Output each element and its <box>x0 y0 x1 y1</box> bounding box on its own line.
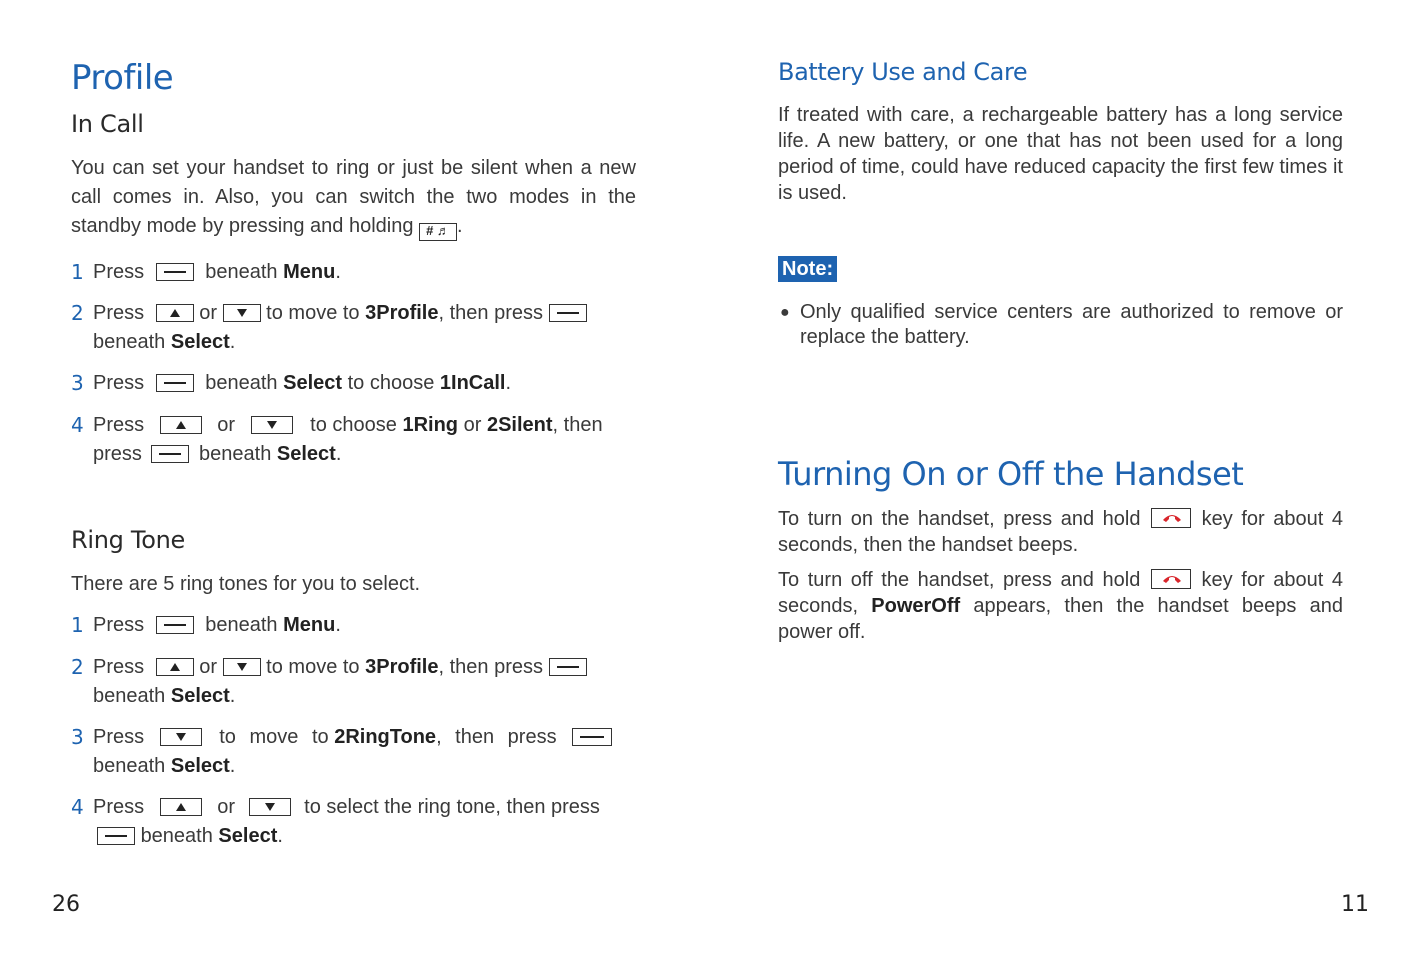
note-bullet: ● Only qualified service centers are authorized to remove or replace the battery. <box>780 301 1343 348</box>
up-key-icon <box>156 304 194 322</box>
down-key-icon <box>223 658 261 676</box>
in-call-step-3: 3 Press beneath Select to choose 1InCall. <box>71 371 512 395</box>
down-key-icon <box>160 728 202 746</box>
soft-key-icon <box>549 658 587 676</box>
battery-body: If treated with care, a rechargeable battery has a long service life. A new battery, or one that has not been used for a long period of time, could have reduced capacity the first few times it is used. <box>778 104 1343 204</box>
note-badge: Note: <box>778 256 837 282</box>
soft-key-icon <box>156 616 194 634</box>
in-call-step-1: 1 Press beneath Menu. <box>71 260 341 284</box>
end-call-key-icon <box>1151 508 1191 528</box>
soft-key-icon <box>156 374 194 392</box>
ring-tone-step-1: 1 Press beneath Menu. <box>71 613 341 637</box>
down-key-icon <box>249 798 291 816</box>
page-title: Profile <box>71 58 174 98</box>
ring-tone-step-2: 2 Press or to move to 3Profile, then press beneath Select. <box>71 653 636 711</box>
hash-key-icon: # ♬ <box>419 223 457 241</box>
in-call-step-4: 4 Press or to choose 1Ring or 2Silent, then press beneath Select. <box>71 413 603 465</box>
in-call-step-2: 2 Press or to move to 3Profile, then press beneath Select. <box>71 299 636 357</box>
turn-on-para: To turn on the handset, press and hold key for about 4 seconds, then the handset beeps. <box>778 508 1343 556</box>
battery-heading: Battery Use and Care <box>778 58 1028 86</box>
soft-key-icon <box>151 445 189 463</box>
ring-tone-step-3: 3 Press to move to 2RingTone, then press beneath Select. <box>71 723 636 781</box>
turn-off-para: To turn off the handset, press and hold key for about 4 seconds, PowerOff appears, then the handset beeps and power off. <box>778 569 1343 643</box>
in-call-heading: In Call <box>71 110 144 138</box>
soft-key-icon <box>156 263 194 281</box>
up-key-icon <box>160 416 202 434</box>
soft-key-icon <box>97 827 135 845</box>
down-key-icon <box>251 416 293 434</box>
in-call-intro: You can set your handset to ring or just be silent when a new call comes in. Also, you can switch the two modes in the standby mode by pressing and holding # ♬ . <box>71 154 636 241</box>
ring-tone-step-4: 4 Press or to select the ring tone, then press beneath Select. <box>71 795 600 847</box>
up-key-icon <box>160 798 202 816</box>
ring-tone-intro: There are 5 ring tones for you to select. <box>71 573 421 595</box>
end-call-key-icon <box>1151 569 1191 589</box>
soft-key-icon <box>572 728 612 746</box>
turning-heading: Turning On or Off the Handset <box>778 455 1244 493</box>
bullet-icon: ● <box>780 304 790 321</box>
page-number-right: 11 <box>1341 892 1369 917</box>
down-key-icon <box>223 304 261 322</box>
soft-key-icon <box>549 304 587 322</box>
page-number-left: 26 <box>52 892 80 917</box>
up-key-icon <box>156 658 194 676</box>
ring-tone-heading: Ring Tone <box>71 526 185 554</box>
